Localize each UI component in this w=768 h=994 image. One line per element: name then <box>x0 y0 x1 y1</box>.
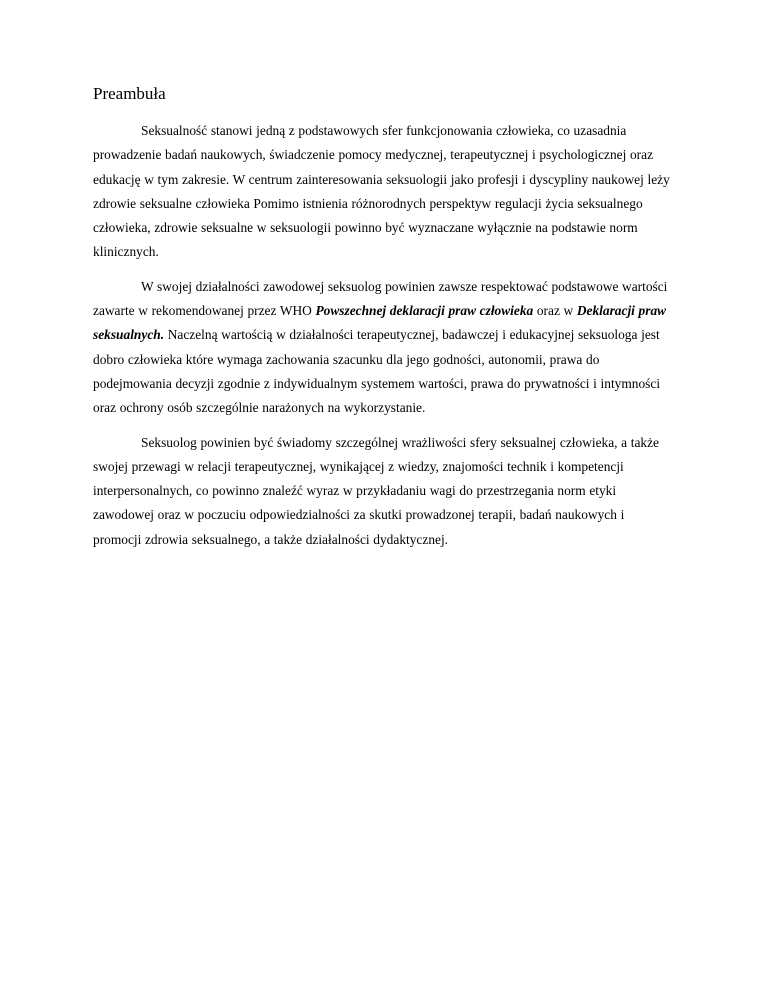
paragraph-2-text-a: W swojej działalności zawodowej seksuolog powinien zawsze respektować podstawowe wartości zawarte w rekomendowanej przez WHO <box>93 278 668 319</box>
section-heading: Preambuła <box>93 84 166 103</box>
paragraph-2 <box>93 275 673 421</box>
document-page <box>93 84 673 562</box>
paragraph-1-text: Seksualność stanowi jedną z podstawowych sfer funkcjonowania człowieka, co uzasadnia prowadzenie badań naukowych, świadczenie pomocy medycznej, terapeutycznej i psychologicznej oraz edukację w tym zakresie. W centrum zainteresowania seksuologii jako profesji i dyscypliny naukowej leży zdrowie seksualne człowieka Pomimo istnienia różnorodnych perspektyw regulacji życia seksualnego człowieka, zdrowie seksualne w seksuologii powinno być wyznaczane wyłącznie na podstawie norm klinicznych. <box>93 123 670 260</box>
paragraph-2-text-b: oraz w <box>533 303 577 319</box>
paragraph-2-text-c: Naczelną wartością w działalności terapeutycznej, badawczej i edukacyjnej seksuologa jest dobro człowieka które wymaga zachowania szacunku dla jego godności, autonomii, prawa do podejmowania decyzji zgodnie z indywidualnym systemem wartości, prawa do prywatności i intymności oraz ochrony osób szczególnie narażonych na wykorzystanie. <box>93 327 661 416</box>
declaration-title-sexual-rights: Deklaracji praw seksualnych. <box>93 303 667 343</box>
paragraph-3 <box>93 431 673 552</box>
declaration-title-human-rights: Powszechnej deklaracji praw człowieka <box>315 303 534 319</box>
paragraph-1 <box>93 119 673 265</box>
paragraph-3-text: Seksuolog powinien być świadomy szczególnej wrażliwości sfery seksualnej człowieka, a także swojej przewagi w relacji terapeutycznej, wynikającej z wiedzy, znajomości technik i kompetencji interpersonalnych, co powinno znaleźć wyraz w przykładaniu wagi do przestrzegania norm etyki zawodowej oraz w poczuciu odpowiedzialności za skutki prowadzonej terapii, badań naukowych i promocji zdrowia seksualnego, a także działalności dydaktycznej. <box>93 434 660 547</box>
